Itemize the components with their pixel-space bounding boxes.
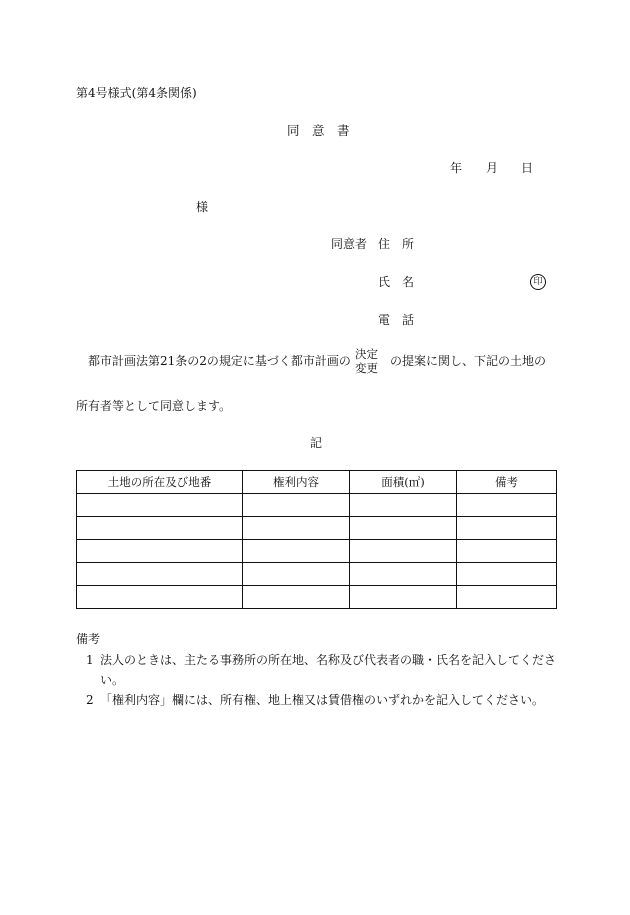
table-cell[interactable] — [243, 517, 350, 540]
table-cell[interactable] — [350, 494, 457, 517]
note-text: 法人のときは、主たる事務所の所在地、名称及び代表者の職・氏名を記入してください。 — [100, 653, 557, 687]
option-change: 変更 — [355, 361, 378, 375]
table-cell[interactable] — [350, 586, 457, 609]
table-row — [77, 494, 557, 517]
body-text-prefix: 都市計画法第21条の2の規定に基づく都市計画の — [88, 354, 351, 368]
table-cell[interactable] — [77, 586, 243, 609]
note-number: 2 — [86, 693, 94, 707]
table-cell[interactable] — [243, 563, 350, 586]
table-cell[interactable] — [457, 540, 557, 563]
header-area: 面積(㎡) — [350, 471, 457, 494]
phone-label: 電 話 — [378, 313, 415, 327]
table-row — [77, 540, 557, 563]
table-cell[interactable] — [457, 517, 557, 540]
decision-change-option — [355, 347, 378, 375]
date-year-label: 年 — [450, 161, 463, 175]
table-cell[interactable] — [77, 540, 243, 563]
notes-heading: 備考 — [76, 632, 101, 646]
land-record-table — [76, 470, 557, 609]
table-cell[interactable] — [457, 494, 557, 517]
body-text-suffix: の提案に関し、下記の土地の — [390, 354, 547, 368]
note-text: 「権利内容」欄には、所有権、地上権又は賃借権のいずれかを記入してください。 — [100, 693, 545, 707]
table-cell[interactable] — [457, 586, 557, 609]
table-row — [77, 563, 557, 586]
date-month-label: 月 — [486, 161, 499, 175]
table-cell[interactable] — [243, 540, 350, 563]
form-number: 第4号様式(第4条関係) — [76, 86, 197, 100]
header-location: 土地の所在及び地番 — [77, 471, 243, 494]
address-label: 住 所 — [378, 237, 415, 251]
table-cell[interactable] — [243, 494, 350, 517]
table-row — [77, 517, 557, 540]
header-remarks: 備考 — [457, 471, 557, 494]
table-header-row — [77, 471, 557, 494]
document-title: 同 意 書 — [287, 123, 350, 138]
notes-list — [76, 650, 566, 710]
table-cell[interactable] — [350, 563, 457, 586]
option-decision: 決定 — [355, 347, 378, 361]
note-item — [76, 650, 566, 690]
table-cell[interactable] — [77, 494, 243, 517]
ki-marker: 記 — [310, 436, 323, 450]
consenter-label: 同意者 — [331, 237, 368, 251]
table-cell[interactable] — [350, 517, 457, 540]
header-rights: 権利内容 — [243, 471, 350, 494]
table-cell[interactable] — [457, 563, 557, 586]
table-cell[interactable] — [77, 563, 243, 586]
note-item — [76, 690, 566, 710]
note-number: 1 — [86, 653, 94, 667]
addressee-suffix: 様 — [196, 200, 209, 214]
table-cell[interactable] — [77, 517, 243, 540]
seal-icon: 印 — [530, 274, 546, 290]
table-cell[interactable] — [243, 586, 350, 609]
table-row — [77, 586, 557, 609]
body-text-line2: 所有者等として同意します。 — [76, 399, 232, 413]
date-day-label: 日 — [521, 161, 534, 175]
name-label: 氏 名 — [378, 275, 415, 289]
table-cell[interactable] — [350, 540, 457, 563]
